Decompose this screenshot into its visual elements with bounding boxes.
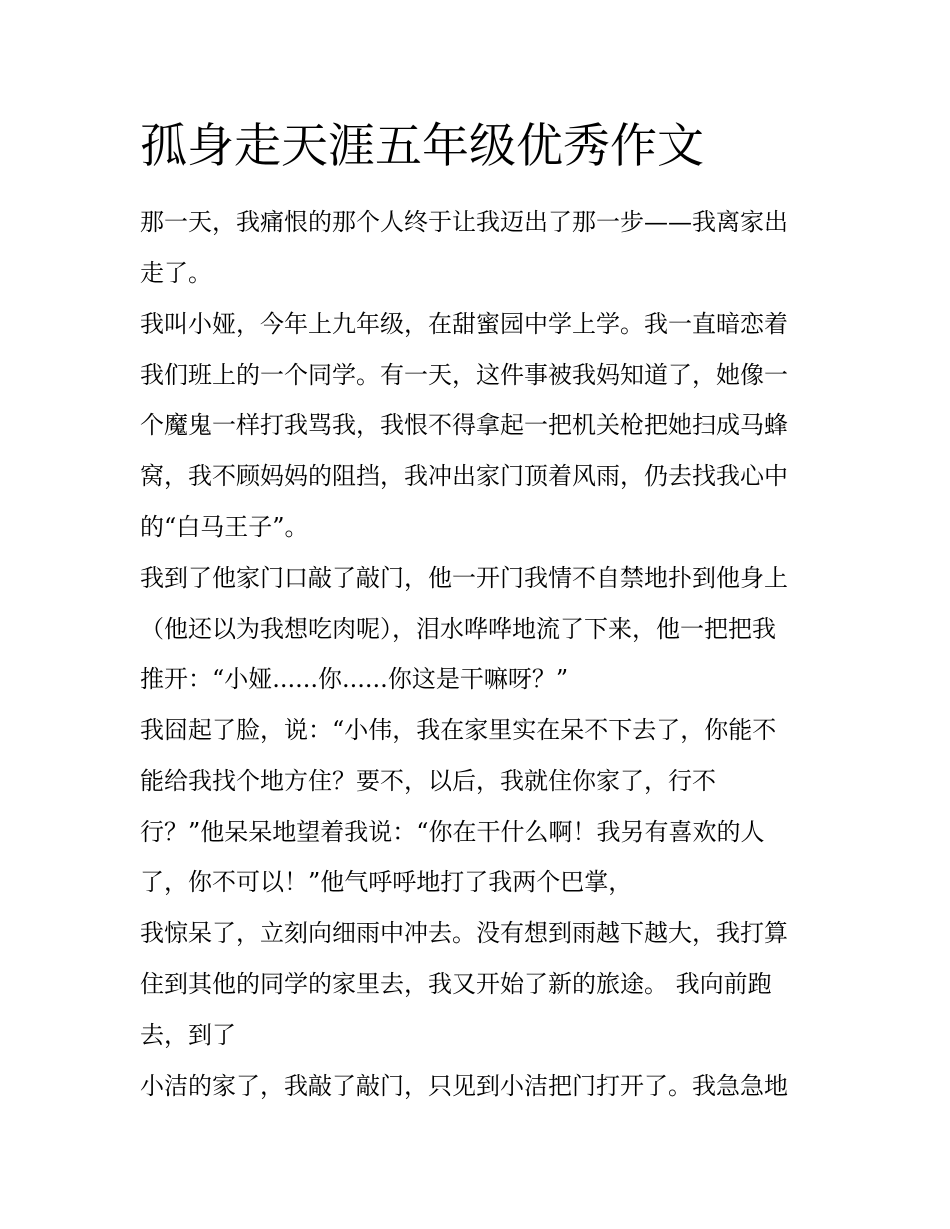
text-line-5: 个魔鬼一样打我骂我，我恨不得拿起一把机关枪把她扫成马蜂 xyxy=(140,411,788,439)
text-line-13: 行？”他呆呆地望着我说：“你在干什么啊！我另有喜欢的人 xyxy=(140,818,765,846)
text-line-9: （他还以为我想吃肉呢），泪水哗哗地流了下来，他一把把我 xyxy=(140,615,776,643)
text-line-17: 去，到了 xyxy=(140,1021,236,1049)
text-line-10: 推开：“小娅......你......你这是干嘛呀？” xyxy=(140,665,569,693)
text-line-4: 我们班上的一个同学。有一天，这件事被我妈知道了，她像一 xyxy=(140,361,788,389)
text-line-16: 住到其他的同学的家里去，我又开始了新的旅途。 我向前跑 xyxy=(140,970,772,998)
text-line-2: 走了。 xyxy=(140,259,212,287)
text-line-3: 我叫小娅，今年上九年级，在甜蜜园中学上学。我一直暗恋着 xyxy=(140,310,788,338)
text-line-8: 我到了他家门口敲了敲门，他一开门我情不自禁地扑到他身上 xyxy=(140,564,788,592)
text-line-6: 窝，我不顾妈妈的阻挡，我冲出家门顶着风雨，仍去找我心中 xyxy=(140,462,788,490)
text-line-18: 小洁的家了，我敲了敲门，只见到小洁把门打开了。我急急地 xyxy=(140,1072,788,1100)
text-line-12: 能给我找个地方住？要不，以后，我就住你家了，行不 xyxy=(140,767,716,795)
text-line-14: 了，你不可以！”他气呼呼地打了我两个巴掌， xyxy=(140,868,633,896)
text-line-15: 我惊呆了，立刻向细雨中冲去。没有想到雨越下越大，我打算 xyxy=(140,919,788,947)
document-title: 孤身走天涯五年级优秀作文 xyxy=(140,119,704,174)
text-line-1: 那一天，我痛恨的那个人终于让我迈出了那一步——我离家出 xyxy=(140,208,788,236)
text-line-11: 我囧起了脸，说：“小伟，我在家里实在呆不下去了，你能不 xyxy=(140,716,777,744)
text-line-7: 的“白马王子”。 xyxy=(140,513,309,541)
